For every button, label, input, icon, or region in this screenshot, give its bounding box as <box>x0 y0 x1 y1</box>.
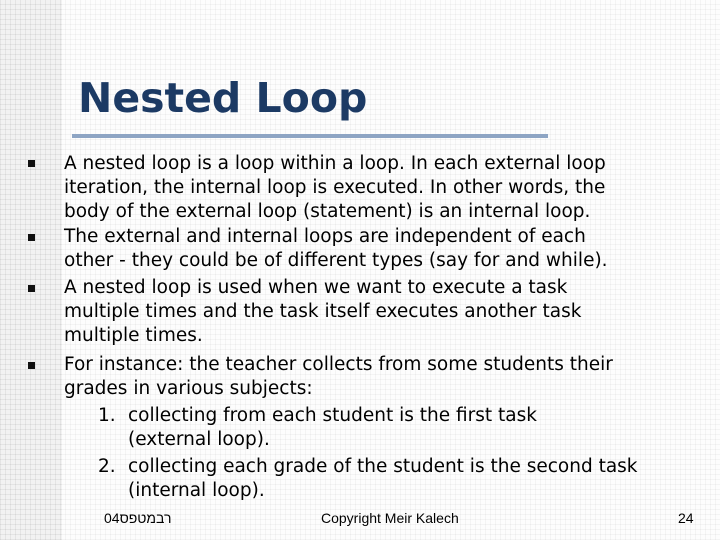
paragraph-line: multiple times and the task itself executes another task <box>64 301 582 322</box>
footer-copyright: Copyright Meir Kalech <box>321 510 459 526</box>
paragraph-line: grades in various subjects: <box>64 378 313 399</box>
list-item-2 <box>128 455 638 503</box>
left-stripe <box>0 0 62 540</box>
slide-number: 24 <box>678 510 694 526</box>
bullet-marker <box>28 362 35 369</box>
paragraph-line: The external and internal loops are independent of each <box>64 226 586 247</box>
paragraph-line: For instance: the teacher collects from some students their <box>64 354 613 375</box>
paragraph-1 <box>64 152 714 224</box>
paragraph-line: other - they could be of different types (say for and while). <box>64 250 608 271</box>
list-item-line: (external loop). <box>128 429 270 450</box>
title-underline <box>72 134 548 138</box>
paragraph-3 <box>64 276 714 348</box>
paragraph-line: multiple times. <box>64 325 203 346</box>
paragraph-line: A nested loop is a loop within a loop. In each external loop <box>64 153 606 174</box>
list-number: 1. <box>98 405 116 426</box>
slide-title: Nested Loop <box>78 74 368 122</box>
list-item-line: (internal loop). <box>128 480 265 501</box>
list-item-line: collecting each grade of the student is the second task <box>128 456 638 477</box>
paragraph-line: A nested loop is used when we want to execute a task <box>64 277 568 298</box>
paragraph-line: body of the external loop (statement) is an internal loop. <box>64 201 591 222</box>
bullet-marker <box>28 285 35 292</box>
bullet-marker <box>28 160 35 167</box>
bullet-marker <box>28 234 35 241</box>
list-item-1 <box>128 404 537 452</box>
list-item-line: collecting from each student is the first task <box>128 405 537 426</box>
list-number: 2. <box>98 456 116 477</box>
paragraph-4 <box>64 353 714 401</box>
footer-left-text: רבמטפס04 <box>104 510 172 526</box>
paragraph-2 <box>64 225 714 273</box>
paragraph-line: iteration, the internal loop is executed. In other words, the <box>64 177 606 198</box>
